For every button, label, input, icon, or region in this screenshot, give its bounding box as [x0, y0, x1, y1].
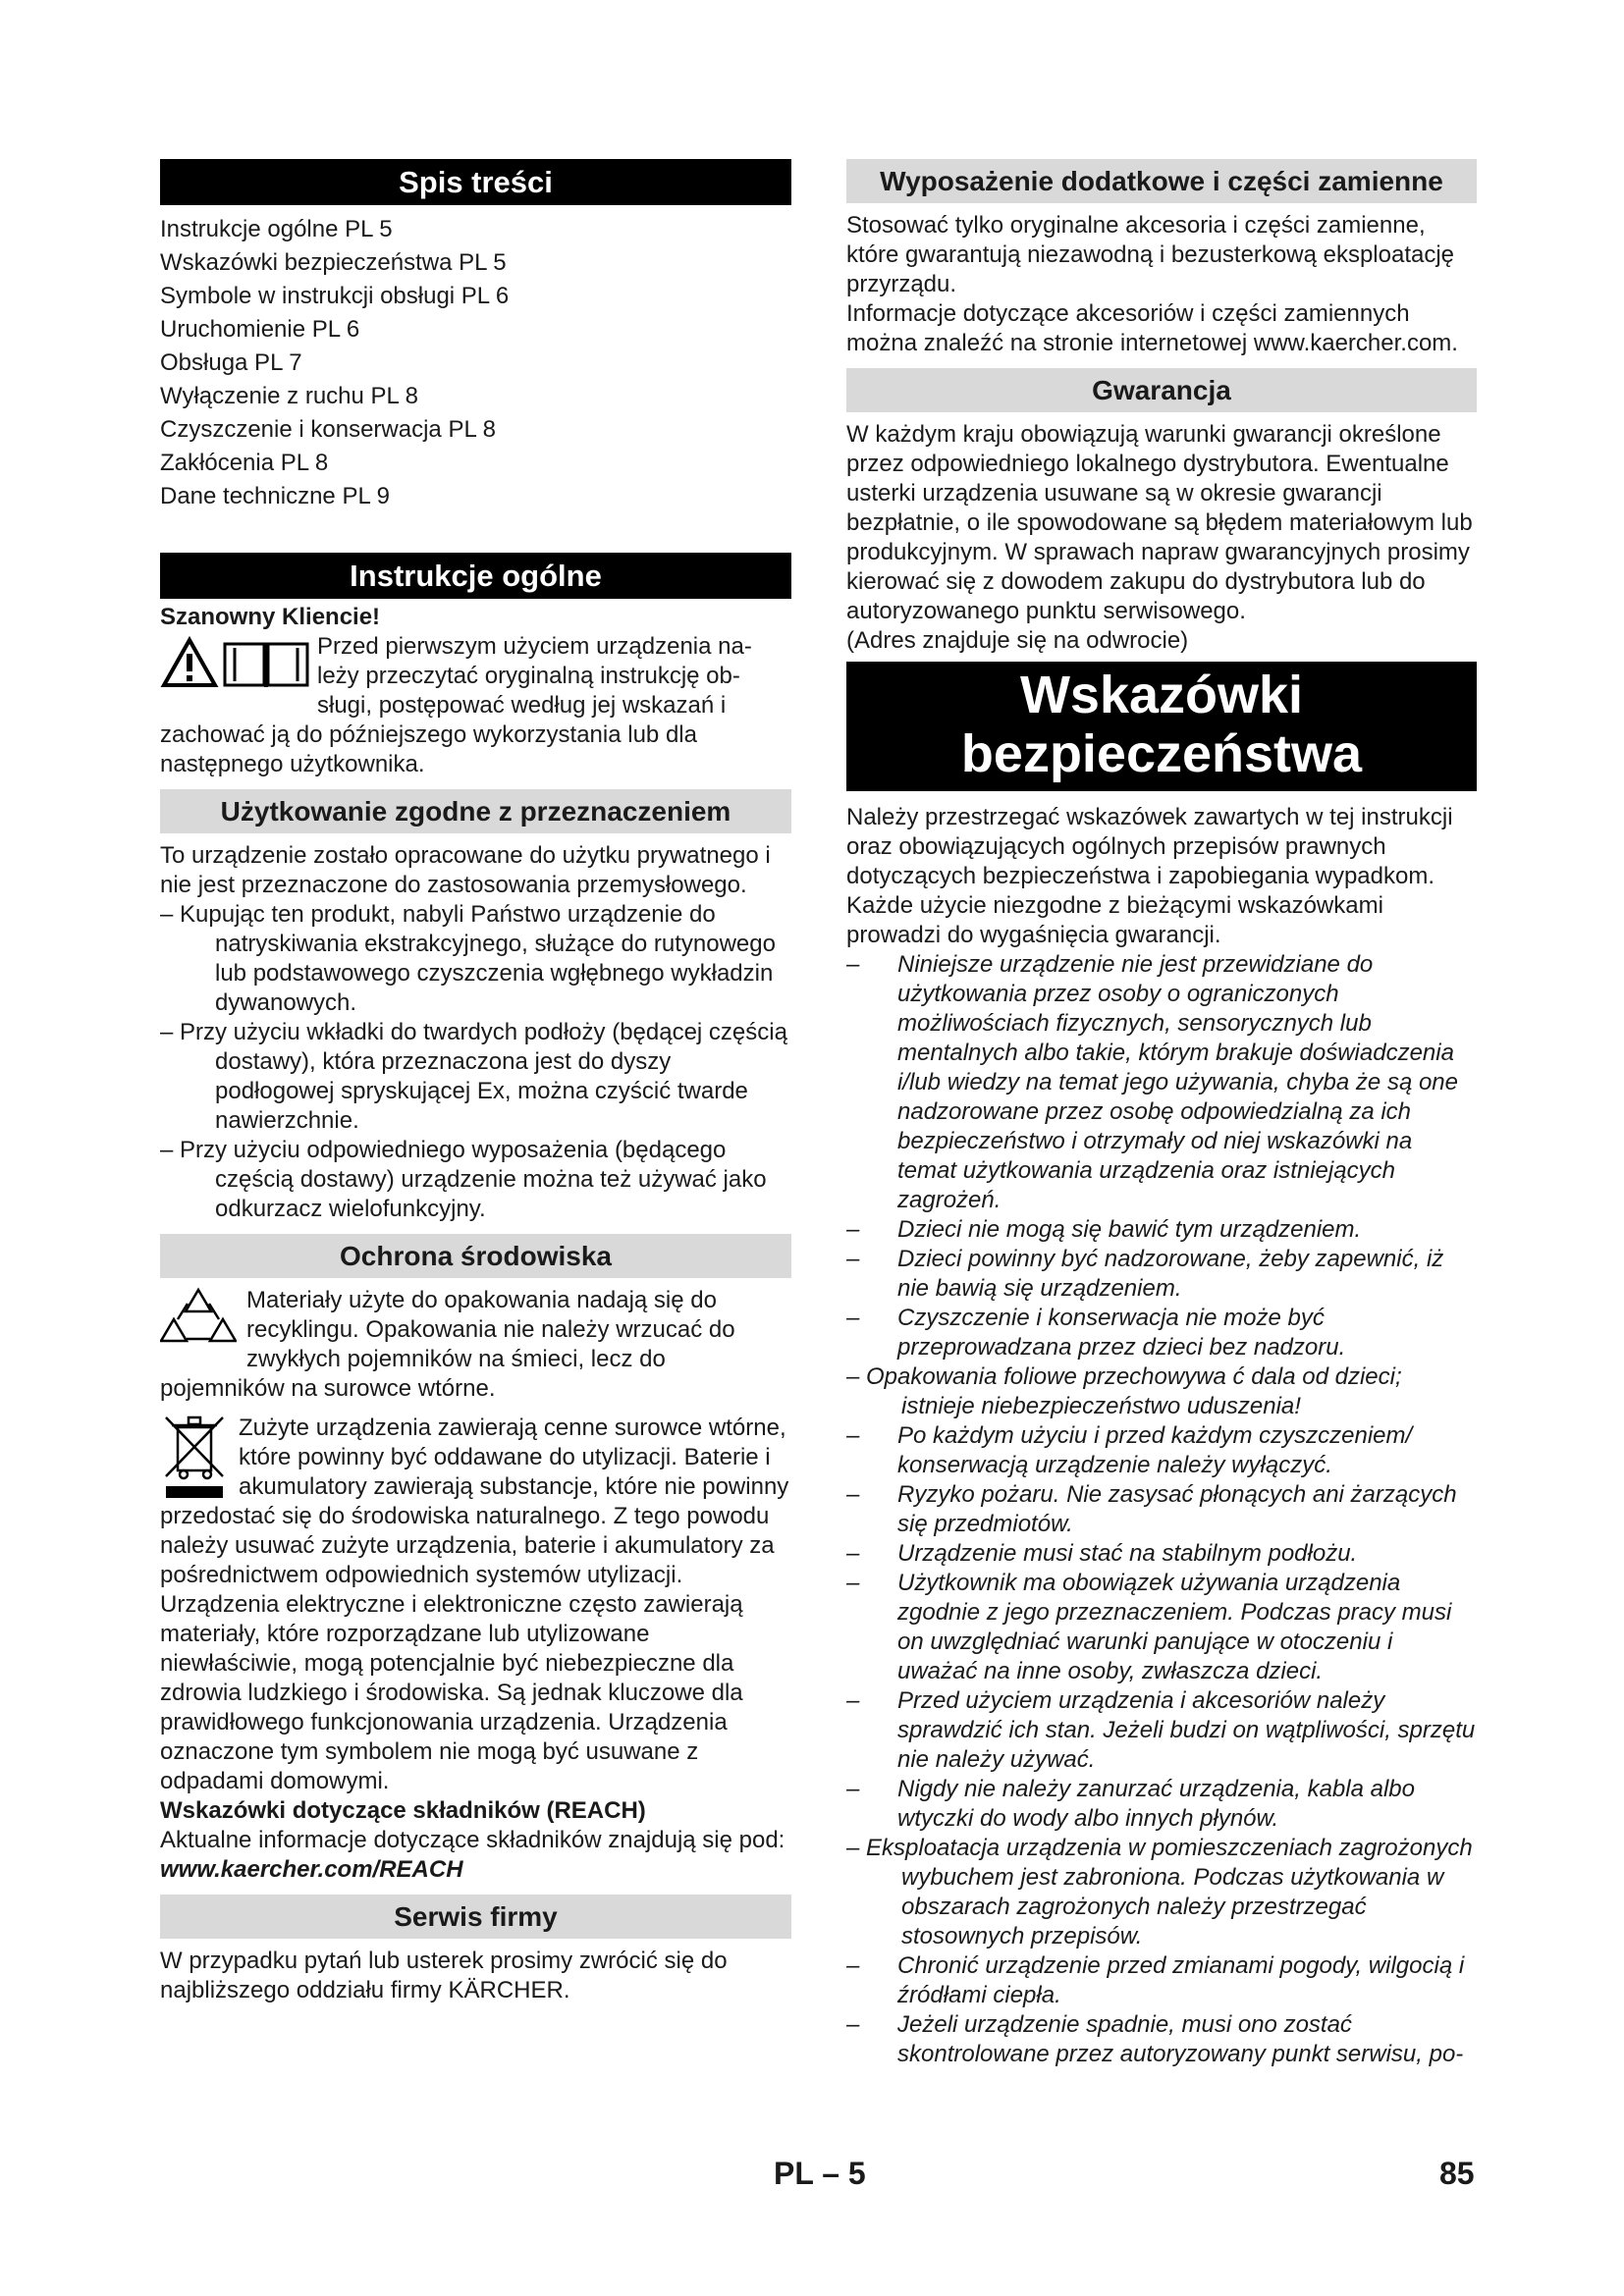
weee-block [160, 1414, 791, 1590]
warranty-address-note: (Adres znajduje się na odwrocie) [846, 627, 1189, 654]
intended-use-item: – Przy użyciu odpowiedniego wyposażenia (będącego częścią dostawy) urządzenie można też używać jako odkurzacz wielofunkcyjny. [160, 1137, 767, 1222]
warning-manual-icon [160, 634, 317, 693]
safety-list [846, 950, 1477, 2069]
safety-item: – Jeżeli urządzenie spadnie, musi ono zostać skontrolowane przez autoryzowany punkt serwisu, po- [846, 2011, 1464, 2067]
recycle-icon [160, 1286, 237, 1349]
safety-item: – Czyszczenie i konserwacja nie może być przeprowadzana przez dzieci bez nadzoru. [846, 1305, 1346, 1361]
safety-intro: Każde użycie niezgodne z bieżącymi wskazówkami prowadzi do wygaśnięcia gwarancji. [846, 892, 1383, 948]
footer-section-label: PL – 5 [774, 2156, 866, 2191]
safety-item: – Użytkownik ma obowiązek używania urządzenia zgodnie z jego przeznaczeniem. Podczas pracy musi on uwzględniać warunki panujące w otoczeniu i uważać na inne osoby, zwłaszcza dzieci. [846, 1570, 1452, 1684]
warranty-text: W każdym kraju obowiązują warunki gwarancji określone przez odpowiedniego lokalnego dystrybutora. Ewentualne usterki urządzenia usuwane są w okresie gwarancji bezpłatnie, o ile spowodowane są błędem materiałowym lub produkcyjnym. W sprawach napraw gwarancyjnych prosimy kierować się z dowodem zakupu do dystrybutora lub do autoryzowanego punktu serwisowego. [846, 421, 1473, 624]
safety-heading-line: bezpieczeństwa [960, 724, 1363, 783]
electronics-text: Urządzenia elektryczne i elektroniczne często zawierają materiały, które rozporządzane lub utylizowane niewłaściwie, mogą potencjalnie być niebezpieczne dla zdrowia ludzkiego i środowiska. Są jednak kluczowe dla prawidłowego funkcjonowania urządzenia. Urządzenia oznaczone tym symbolem nie mogą być usuwane z odpadami domowymi. [160, 1591, 743, 1794]
safety-heading [846, 662, 1477, 791]
safety-item: – Dzieci powinny być nadzorowane, żeby zapewnić, iż nie bawią się urządzeniem. [846, 1246, 1444, 1302]
toc-item: Uruchomienie PL 6 [160, 316, 360, 343]
toc-list [160, 213, 791, 513]
recycle-block [160, 1286, 791, 1404]
greeting: Szanowny Kliencie! [160, 604, 381, 630]
page-number: 85 [1439, 2156, 1475, 2191]
intro-line: Przed pierwszym użyciem urządzenia na- [317, 633, 752, 660]
manual-notice [160, 632, 791, 779]
safety-item: – Chronić urządzenie przed zmianami pogody, wilgocią i źródłami ciepła. [846, 1952, 1465, 2008]
warranty-heading: Gwarancja [846, 368, 1477, 412]
safety-item: – Ryzyko pożaru. Nie zasysać płonących ani żarzących się przedmiotów. [846, 1481, 1457, 1537]
reach-text: Aktualne informacje dotyczące składników znajdują się pod: [160, 1827, 785, 1853]
accessories-info: Informacje dotyczące akcesoriów i części zamiennych można znaleźć na stronie internetowej www.kaercher.com. [846, 300, 1458, 356]
safety-item: – Nigdy nie należy zanurzać urządzenia, kabla albo wtyczki do wody albo innych płynów. [846, 1776, 1415, 1832]
toc-item: Zakłócenia PL 8 [160, 450, 329, 476]
toc-item: Symbole w instrukcji obsługi PL 6 [160, 283, 510, 309]
reach-link[interactable]: www.kaercher.com/REACH [160, 1856, 463, 1883]
toc-item: Dane techniczne PL 9 [160, 483, 390, 509]
recycle-text: Materiały użyte do opakowania nadają się do recyklingu. Opakowania nie należy wrzucać do zwykłych pojemników na śmieci, lecz do pojemników na surowce wtórne. [160, 1287, 735, 1402]
safety-item: – Urządzenie musi stać na stabilnym podłożu. [846, 1540, 1358, 1567]
accessories-heading: Wyposażenie dodatkowe i części zamienne [846, 159, 1477, 203]
toc-item: Czyszczenie i konserwacja PL 8 [160, 416, 496, 443]
environment-heading: Ochrona środowiska [160, 1234, 791, 1278]
service-heading: Serwis firmy [160, 1895, 791, 1939]
safety-item: – Niniejsze urządzenie nie jest przewidziane do użytkowania przez osoby o ograniczonych możliwościach fizycznych, sensorycznych lub mentalnych albo takie, którym brakuje doświadczenia i/lub wiedzy na temat jego używania, chyba że są one nadzorowane przez osobę odpowiedzialną za ich bezpieczeństwo i otrzymały od niej wskazówki na temat użytkowania urządzenia oraz istniejących zagrożeń. [846, 951, 1458, 1213]
intro-rest: zachować ją do późniejszego wykorzystania lub dla następnego użytkownika. [160, 721, 697, 777]
general-heading: Instrukcje ogólne [160, 553, 791, 599]
intended-use-item: – Przy użyciu wkładki do twardych podłoży (będącej częścią dostawy), która przeznaczona jest do dyszy podłogowej spryskującej Ex, można czyścić twarde nawierzchnie. [160, 1019, 787, 1134]
intended-use-heading: Użytkowanie zgodne z przeznaczeniem [160, 789, 791, 833]
safety-intro: Należy przestrzegać wskazówek zawartych w tej instrukcji oraz obowiązujących ogólnych przepisów prawnych dotyczących bezpieczeństwa i zapobiegania wypadkom. [846, 804, 1453, 889]
toc-item: Obsługa PL 7 [160, 349, 302, 376]
toc-heading: Spis treści [160, 159, 791, 205]
safety-item: – Eksploatacja urządzenia w pomieszczeniach zagrożonych wybuchem jest zabroniona. Podczas użytkowania w obszarach zagrożonych należy przestrzegać stosownych przepisów. [846, 1835, 1473, 1949]
safety-item: – Dzieci nie mogą się bawić tym urządzeniem. [846, 1216, 1362, 1243]
toc-item: Instrukcje ogólne PL 5 [160, 216, 393, 242]
toc-item: Wskazówki bezpieczeństwa PL 5 [160, 249, 507, 276]
crossed-bin-icon [160, 1414, 229, 1502]
intended-use-text: To urządzenie zostało opracowane do użytku prywatnego i nie jest przeznaczone do zastosowania przemysłowego. [160, 842, 771, 898]
safety-item: – Po każdym użyciu i przed każdym czyszczeniem/ konserwacją urządzenie należy wyłączyć. [846, 1422, 1413, 1478]
safety-item: – Opakowania foliowe przechowywa ć dala od dzieci; istnieje niebezpieczeństwo uduszenia! [846, 1363, 1402, 1419]
reach-heading: Wskazówki dotyczące składników (REACH) [160, 1797, 646, 1824]
intro-line: sługi, postępować według jej wskazań i [317, 692, 727, 719]
weee-text: Zużyte urządzenia zawierają cenne surowce wtórne, które powinny być oddawane do utylizacji. Baterie i akumulatory zawierają substancje, które nie powinny przedostać się do środowiska naturalnego. Z tego powodu należy usuwać zużyte urządzenia, baterie i akumulatory za pośrednictwem odpowiednich systemów utylizacji. [160, 1415, 789, 1588]
safety-item: – Przed użyciem urządzenia i akcesoriów należy sprawdzić ich stan. Jeżeli budzi on wątpliwości, sprzętu nie należy używać. [846, 1687, 1476, 1773]
left-column [160, 159, 791, 2005]
service-text: W przypadku pytań lub usterek prosimy zwrócić się do najbliższego oddziału firmy KÄRCHER. [160, 1948, 728, 2003]
toc-item: Wyłączenie z ruchu PL 8 [160, 383, 419, 409]
intro-line: leży przeczytać oryginalną instrukcję ob- [317, 663, 740, 689]
safety-heading-line: Wskazówki [1019, 666, 1304, 724]
right-column [846, 159, 1477, 2069]
accessories-text: Stosować tylko oryginalne akcesoria i części zamienne, które gwarantują niezawodną i bezusterkową eksploatację przyrządu. [846, 212, 1455, 297]
intended-use-item: – Kupując ten produkt, nabyli Państwo urządzenie do natryskiwania ekstrakcyjnego, służące do rutynowego lub podstawowego czyszczenia wgłębnego wykładzin dywanowych. [160, 901, 776, 1016]
